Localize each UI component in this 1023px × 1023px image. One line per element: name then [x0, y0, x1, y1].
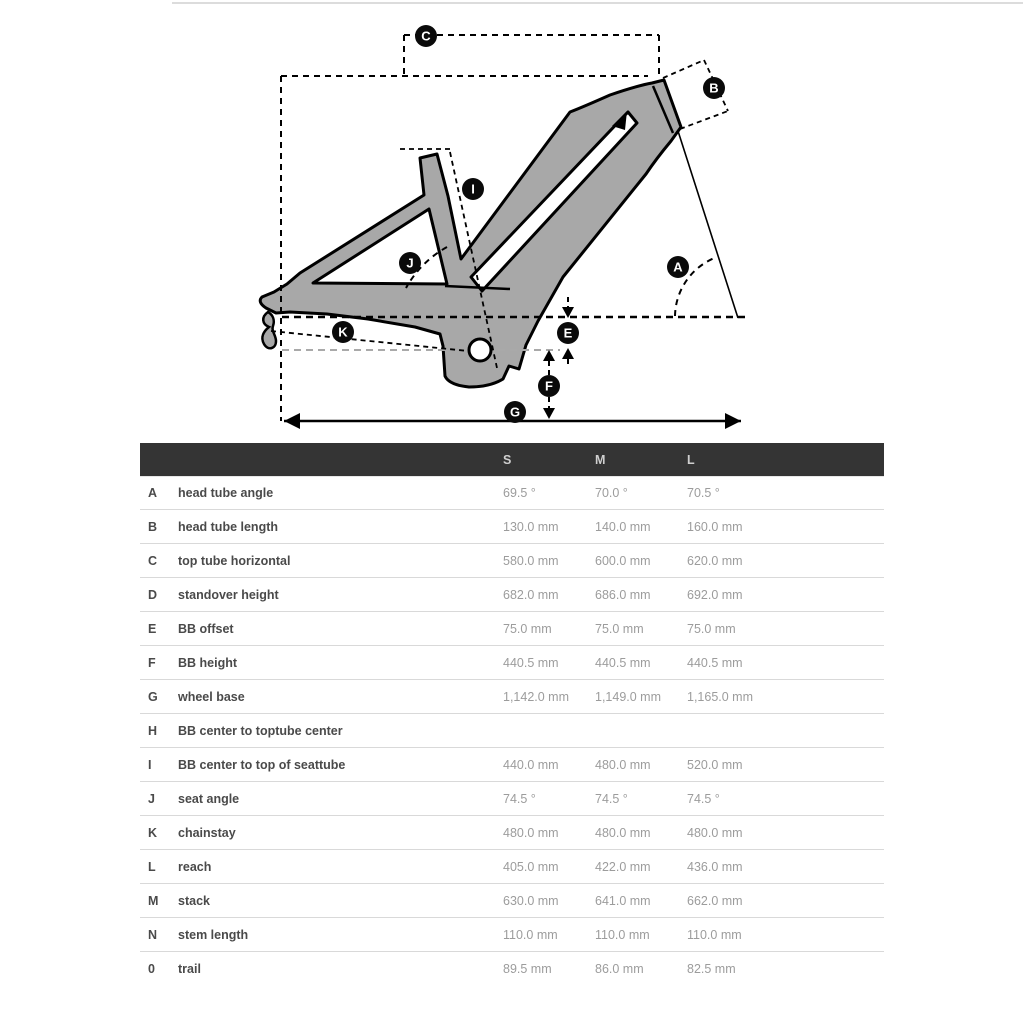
table-header [140, 443, 884, 476]
row-value-m: 140.0 mm [595, 519, 651, 534]
row-value-s: 405.0 mm [503, 859, 559, 874]
row-value-s: 74.5 ° [503, 791, 536, 806]
table-body [140, 476, 884, 986]
row-value-s: 1,142.0 mm [503, 689, 570, 704]
row-name: wheel base [178, 689, 245, 704]
row-value-m: 641.0 mm [595, 893, 651, 908]
table-row [140, 816, 884, 850]
row-letter: C [148, 553, 158, 568]
row-letter: G [148, 689, 158, 704]
label-letter: A [673, 259, 683, 275]
wheelbase-arrow-left [284, 413, 300, 429]
diagram-label-g [504, 401, 526, 423]
row-name: BB center to toptube center [178, 723, 343, 738]
table-row [140, 952, 884, 986]
row-letter: I [148, 757, 152, 772]
headtube-tick-top [663, 60, 704, 78]
row-letter: L [148, 859, 156, 874]
row-letter: 0 [148, 962, 155, 976]
row-value-s: 69.5 ° [503, 486, 536, 500]
label-letter: F [545, 378, 553, 394]
row-value-m: 480.0 mm [595, 825, 651, 840]
label-letter: K [338, 324, 348, 340]
row-value-s: 580.0 mm [503, 553, 559, 568]
diagram-label-e [557, 322, 579, 344]
row-letter: H [148, 723, 158, 738]
row-value-s: 480.0 mm [503, 825, 559, 840]
column-header-m: M [595, 452, 606, 467]
row-value-l: 75.0 mm [687, 621, 736, 636]
label-letter: B [709, 80, 719, 96]
table-row [140, 646, 884, 680]
row-value-l: 520.0 mm [687, 757, 743, 772]
row-value-m: 600.0 mm [595, 553, 651, 568]
table-row [140, 578, 884, 612]
row-letter: B [148, 519, 158, 534]
row-value-l: 70.5 ° [687, 486, 720, 500]
row-value-l: 692.0 mm [687, 587, 743, 602]
label-letter: E [563, 325, 573, 341]
row-name: reach [178, 859, 212, 874]
row-value-m: 686.0 mm [595, 587, 651, 602]
table-row [140, 476, 884, 510]
bb-height-arrow-down [543, 408, 555, 419]
kickstand-hook [262, 312, 276, 348]
diagram-label-c [415, 25, 437, 47]
row-value-s: 130.0 mm [503, 519, 559, 534]
row-letter: M [148, 893, 159, 908]
row-name: BB center to top of seattube [178, 757, 346, 772]
row-value-m: 74.5 ° [595, 791, 628, 806]
column-header-s: S [503, 452, 512, 467]
table-row [140, 544, 884, 578]
table-row [140, 748, 884, 782]
headtube-tick-bottom [680, 111, 728, 129]
row-value-s: 440.0 mm [503, 757, 559, 772]
row-value-s: 89.5 mm [503, 962, 552, 976]
row-value-m: 422.0 mm [595, 859, 651, 874]
diagram-label-f [538, 375, 560, 397]
table-row [140, 850, 884, 884]
geometry-table [140, 443, 884, 986]
diagram-label-b [703, 77, 725, 99]
row-value-l: 74.5 ° [687, 791, 720, 806]
row-value-s: 75.0 mm [503, 621, 552, 636]
row-letter: K [148, 825, 158, 840]
row-value-m: 70.0 ° [595, 486, 628, 500]
row-value-m: 480.0 mm [595, 757, 651, 772]
diagram-label-a [667, 256, 689, 278]
row-name: stack [178, 893, 210, 908]
label-letter: C [421, 28, 431, 44]
wheelbase-arrow-right [725, 413, 741, 429]
row-letter: E [148, 621, 157, 636]
label-letter: J [406, 255, 414, 271]
table-row [140, 510, 884, 544]
row-name: chainstay [178, 825, 236, 840]
row-value-m: 75.0 mm [595, 621, 644, 636]
row-name: stem length [178, 927, 249, 942]
row-value-l: 440.5 mm [687, 655, 743, 670]
label-letter: I [471, 181, 475, 197]
row-name: top tube horizontal [178, 553, 291, 568]
row-value-l: 1,165.0 mm [687, 689, 754, 704]
row-value-l: 620.0 mm [687, 553, 743, 568]
row-value-m: 86.0 mm [595, 962, 644, 976]
table-row [140, 714, 884, 748]
row-value-l: 480.0 mm [687, 825, 743, 840]
row-name: BB height [178, 655, 238, 670]
table-row [140, 782, 884, 816]
diagram-label-k [332, 321, 354, 343]
bb-height-arrow-up [543, 350, 555, 361]
row-value-m: 440.5 mm [595, 655, 651, 670]
row-value-l: 82.5 mm [687, 962, 736, 976]
row-letter: F [148, 655, 156, 670]
row-value-s: 110.0 mm [503, 927, 558, 942]
frame-geometry-diagram [0, 0, 1023, 443]
steering-axis-line [678, 131, 738, 318]
row-value-m: 110.0 mm [595, 927, 650, 942]
row-value-l: 160.0 mm [687, 519, 743, 534]
row-value-m: 1,149.0 mm [595, 689, 662, 704]
row-name: standover height [178, 587, 279, 602]
diagram-label-j [399, 252, 421, 274]
row-letter: D [148, 587, 158, 602]
label-letter: G [509, 404, 521, 420]
row-letter: J [148, 791, 155, 806]
row-name: head tube angle [178, 486, 274, 500]
diagram-label-i [462, 178, 484, 200]
bb-offset-arrow-up [562, 348, 574, 359]
row-value-l: 662.0 mm [687, 893, 743, 908]
column-header-l: L [687, 452, 695, 467]
bottom-bracket-circle [469, 339, 491, 361]
table-row [140, 612, 884, 646]
row-value-l: 110.0 mm [687, 927, 742, 942]
row-letter: N [148, 927, 158, 942]
row-value-l: 436.0 mm [687, 859, 743, 874]
table-row [140, 680, 884, 714]
table-row [140, 918, 884, 952]
row-name: trail [178, 962, 201, 976]
row-name: seat angle [178, 791, 240, 806]
row-value-s: 440.5 mm [503, 655, 559, 670]
table-row [140, 884, 884, 918]
row-name: head tube length [178, 519, 278, 534]
row-value-s: 630.0 mm [503, 893, 559, 908]
row-value-s: 682.0 mm [503, 587, 559, 602]
row-letter: A [148, 486, 158, 500]
row-name: BB offset [178, 621, 234, 636]
